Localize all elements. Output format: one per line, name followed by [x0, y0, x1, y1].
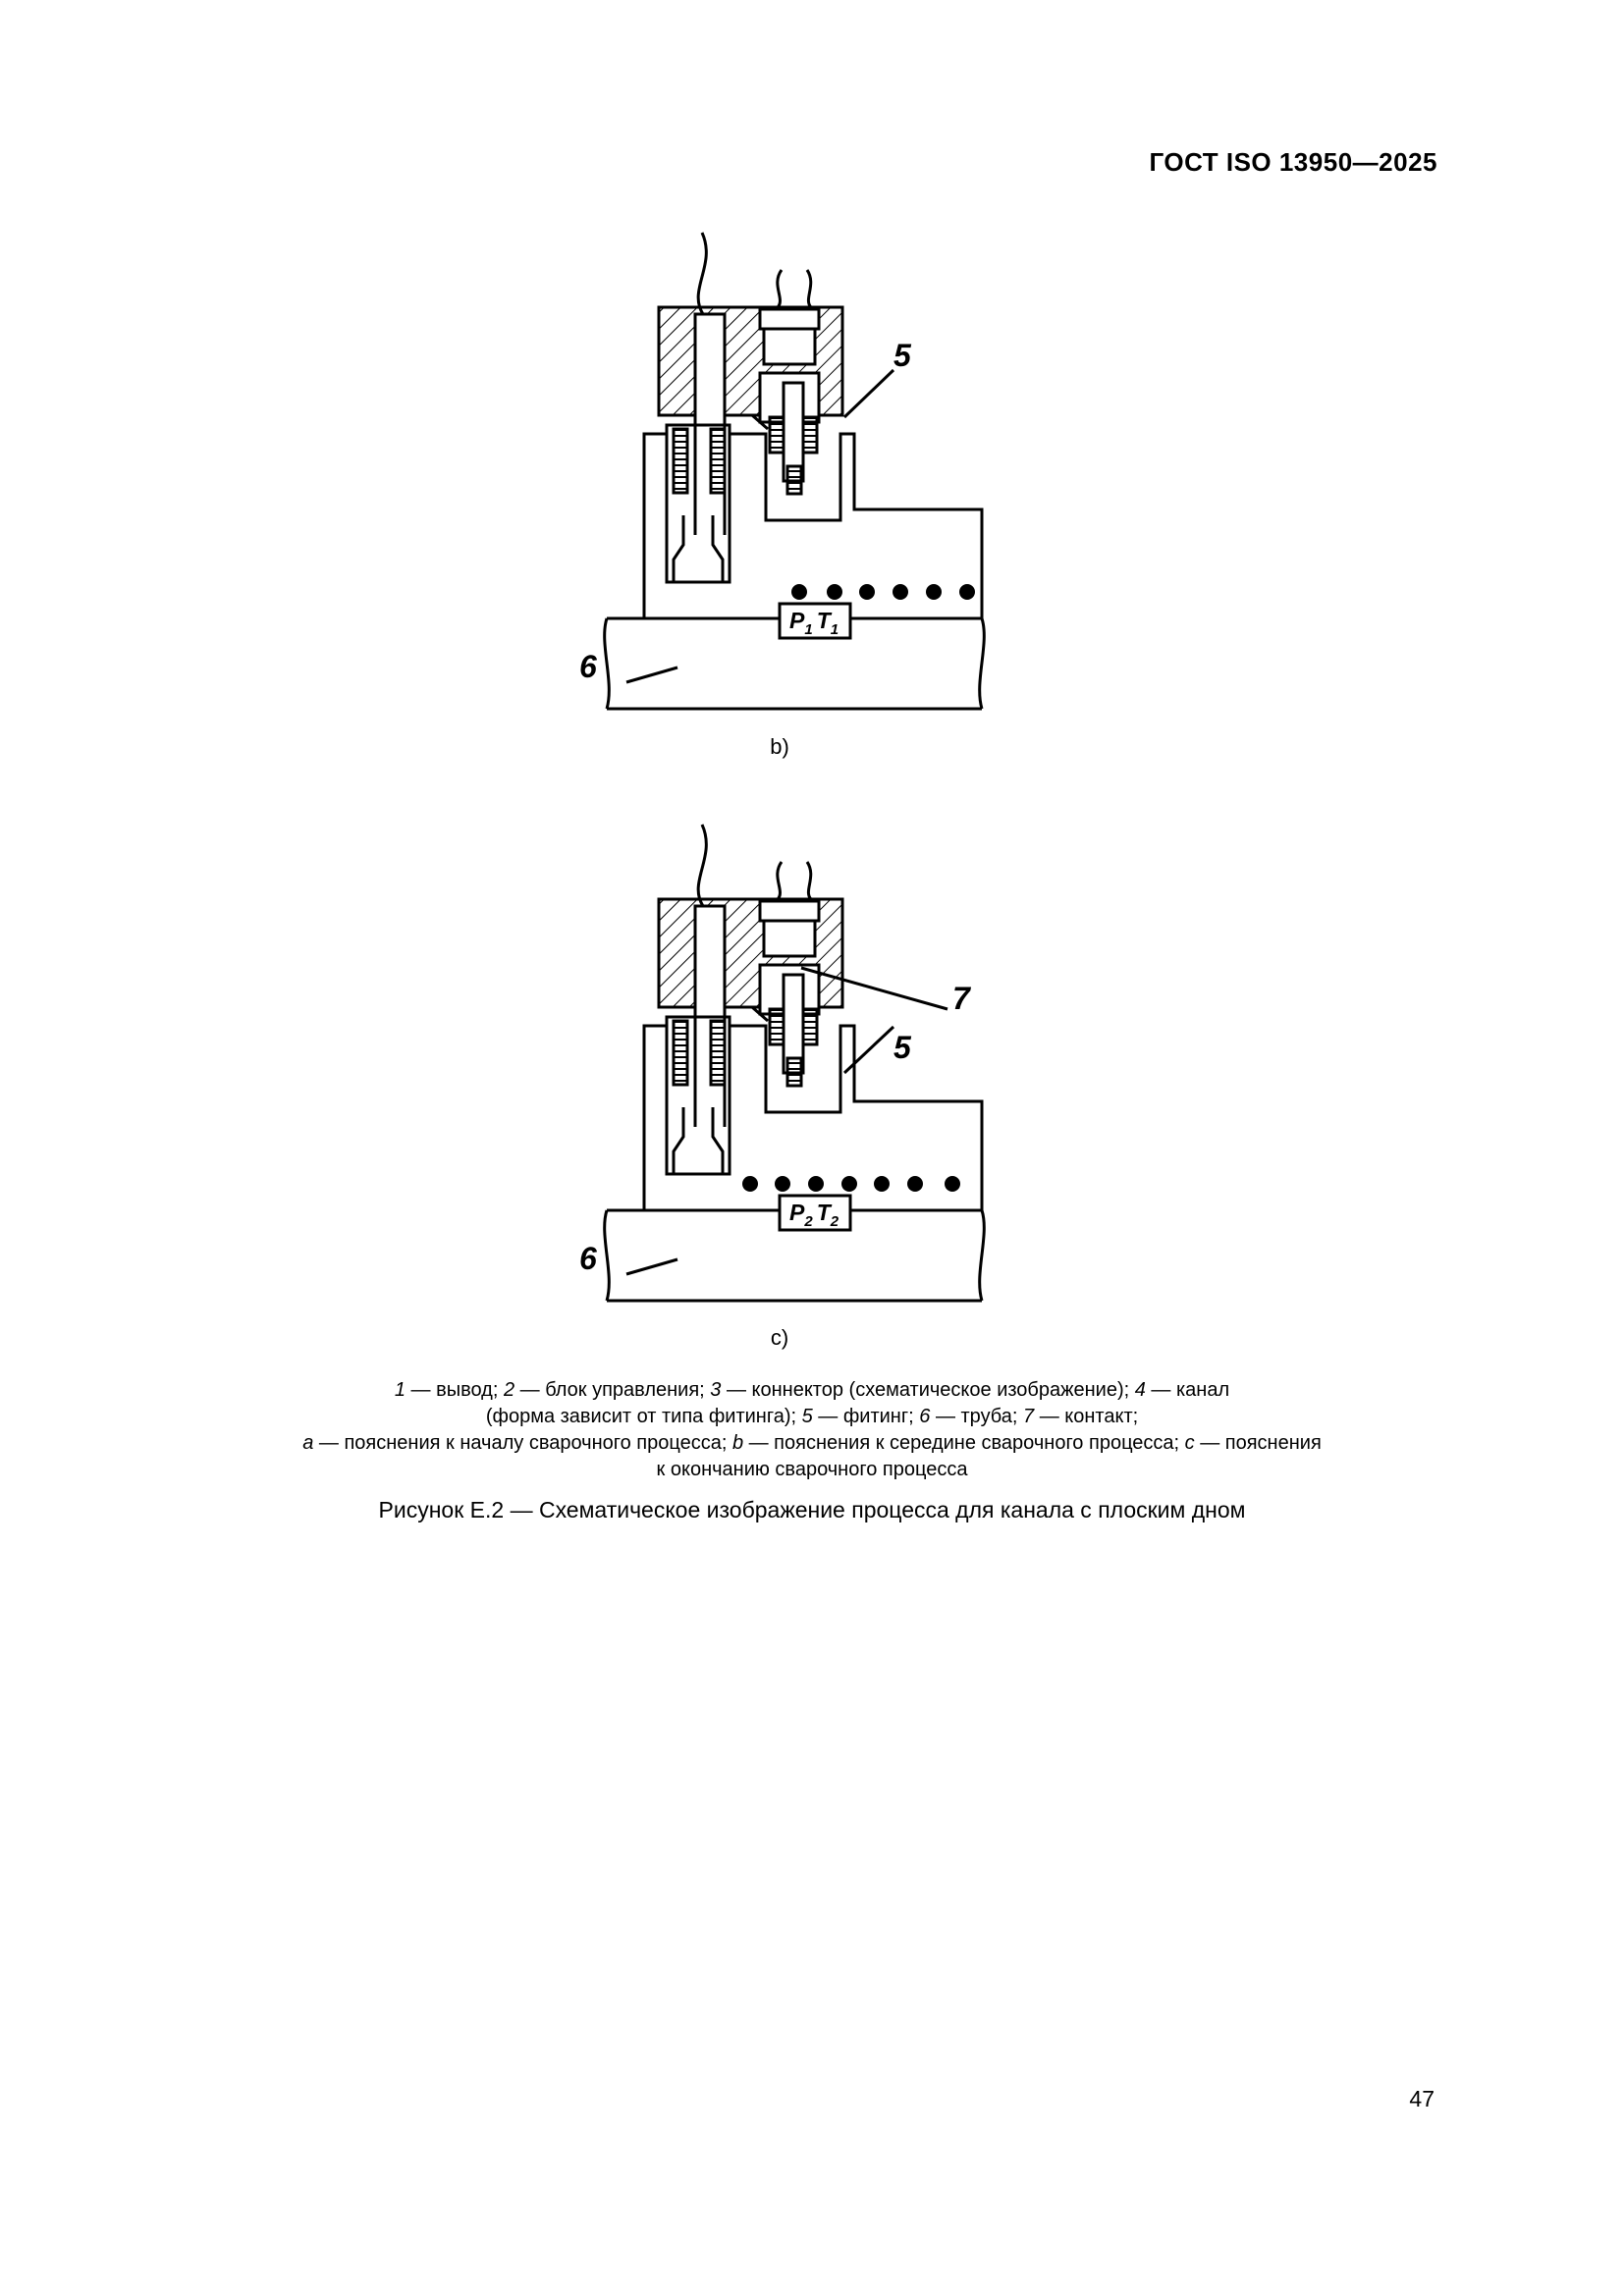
figure-c-label: c) — [770, 1325, 789, 1350]
wire-right-a — [778, 270, 782, 307]
legend-line-4: к окончанию сварочного процесса — [656, 1459, 968, 1480]
figure-b-drawing — [550, 221, 1001, 721]
legend-line-1: 1 — вывод; 2 — блок управления; 3 — коннектор (схематическое изображение); 4 — канал — [394, 1379, 1230, 1401]
box-t-sub: 2 — [830, 1213, 839, 1230]
leader-6 — [626, 667, 677, 682]
callout-5: 5 — [893, 1030, 911, 1065]
box-p-sub: 2 — [804, 1213, 813, 1230]
heating-wire-dots — [742, 1176, 960, 1192]
leader-5 — [844, 370, 893, 417]
callout-6: 6 — [579, 1241, 597, 1276]
callout-5: 5 — [893, 338, 911, 373]
leader-6 — [626, 1259, 677, 1274]
figure-c-drawing — [550, 813, 1001, 1313]
document-code: ГОСТ ISO 13950—2025 — [1149, 147, 1437, 177]
box-p: P — [789, 1200, 805, 1225]
figure-caption: Рисунок E.2 — Схематическое изображение процесса для канала с плоским дном — [378, 1497, 1246, 1522]
callout-6: 6 — [579, 649, 597, 684]
heating-wire-dots — [791, 584, 975, 600]
box-p-sub: 1 — [804, 621, 813, 638]
figure-b-label: b) — [770, 734, 789, 759]
legend-line-2: (форма зависит от типа фитинга); 5 — фитинг; 6 — труба; 7 — контакт; — [485, 1406, 1139, 1427]
leader-5 — [844, 1027, 893, 1073]
figure-b — [550, 221, 1001, 721]
box-t: T — [816, 608, 831, 633]
page-number: 47 — [1409, 2086, 1435, 2111]
box-p: P — [789, 608, 805, 633]
box-t: T — [816, 1200, 831, 1225]
box-t-sub: 1 — [830, 621, 839, 638]
callout-7: 7 — [952, 981, 970, 1016]
figure-legend — [147, 1377, 1477, 1483]
legend-line-3: a — пояснения к началу сварочного процесса; b — пояснения к середине сварочного процесса; c — пояснения — [302, 1432, 1322, 1454]
figure-c — [550, 813, 1001, 1313]
